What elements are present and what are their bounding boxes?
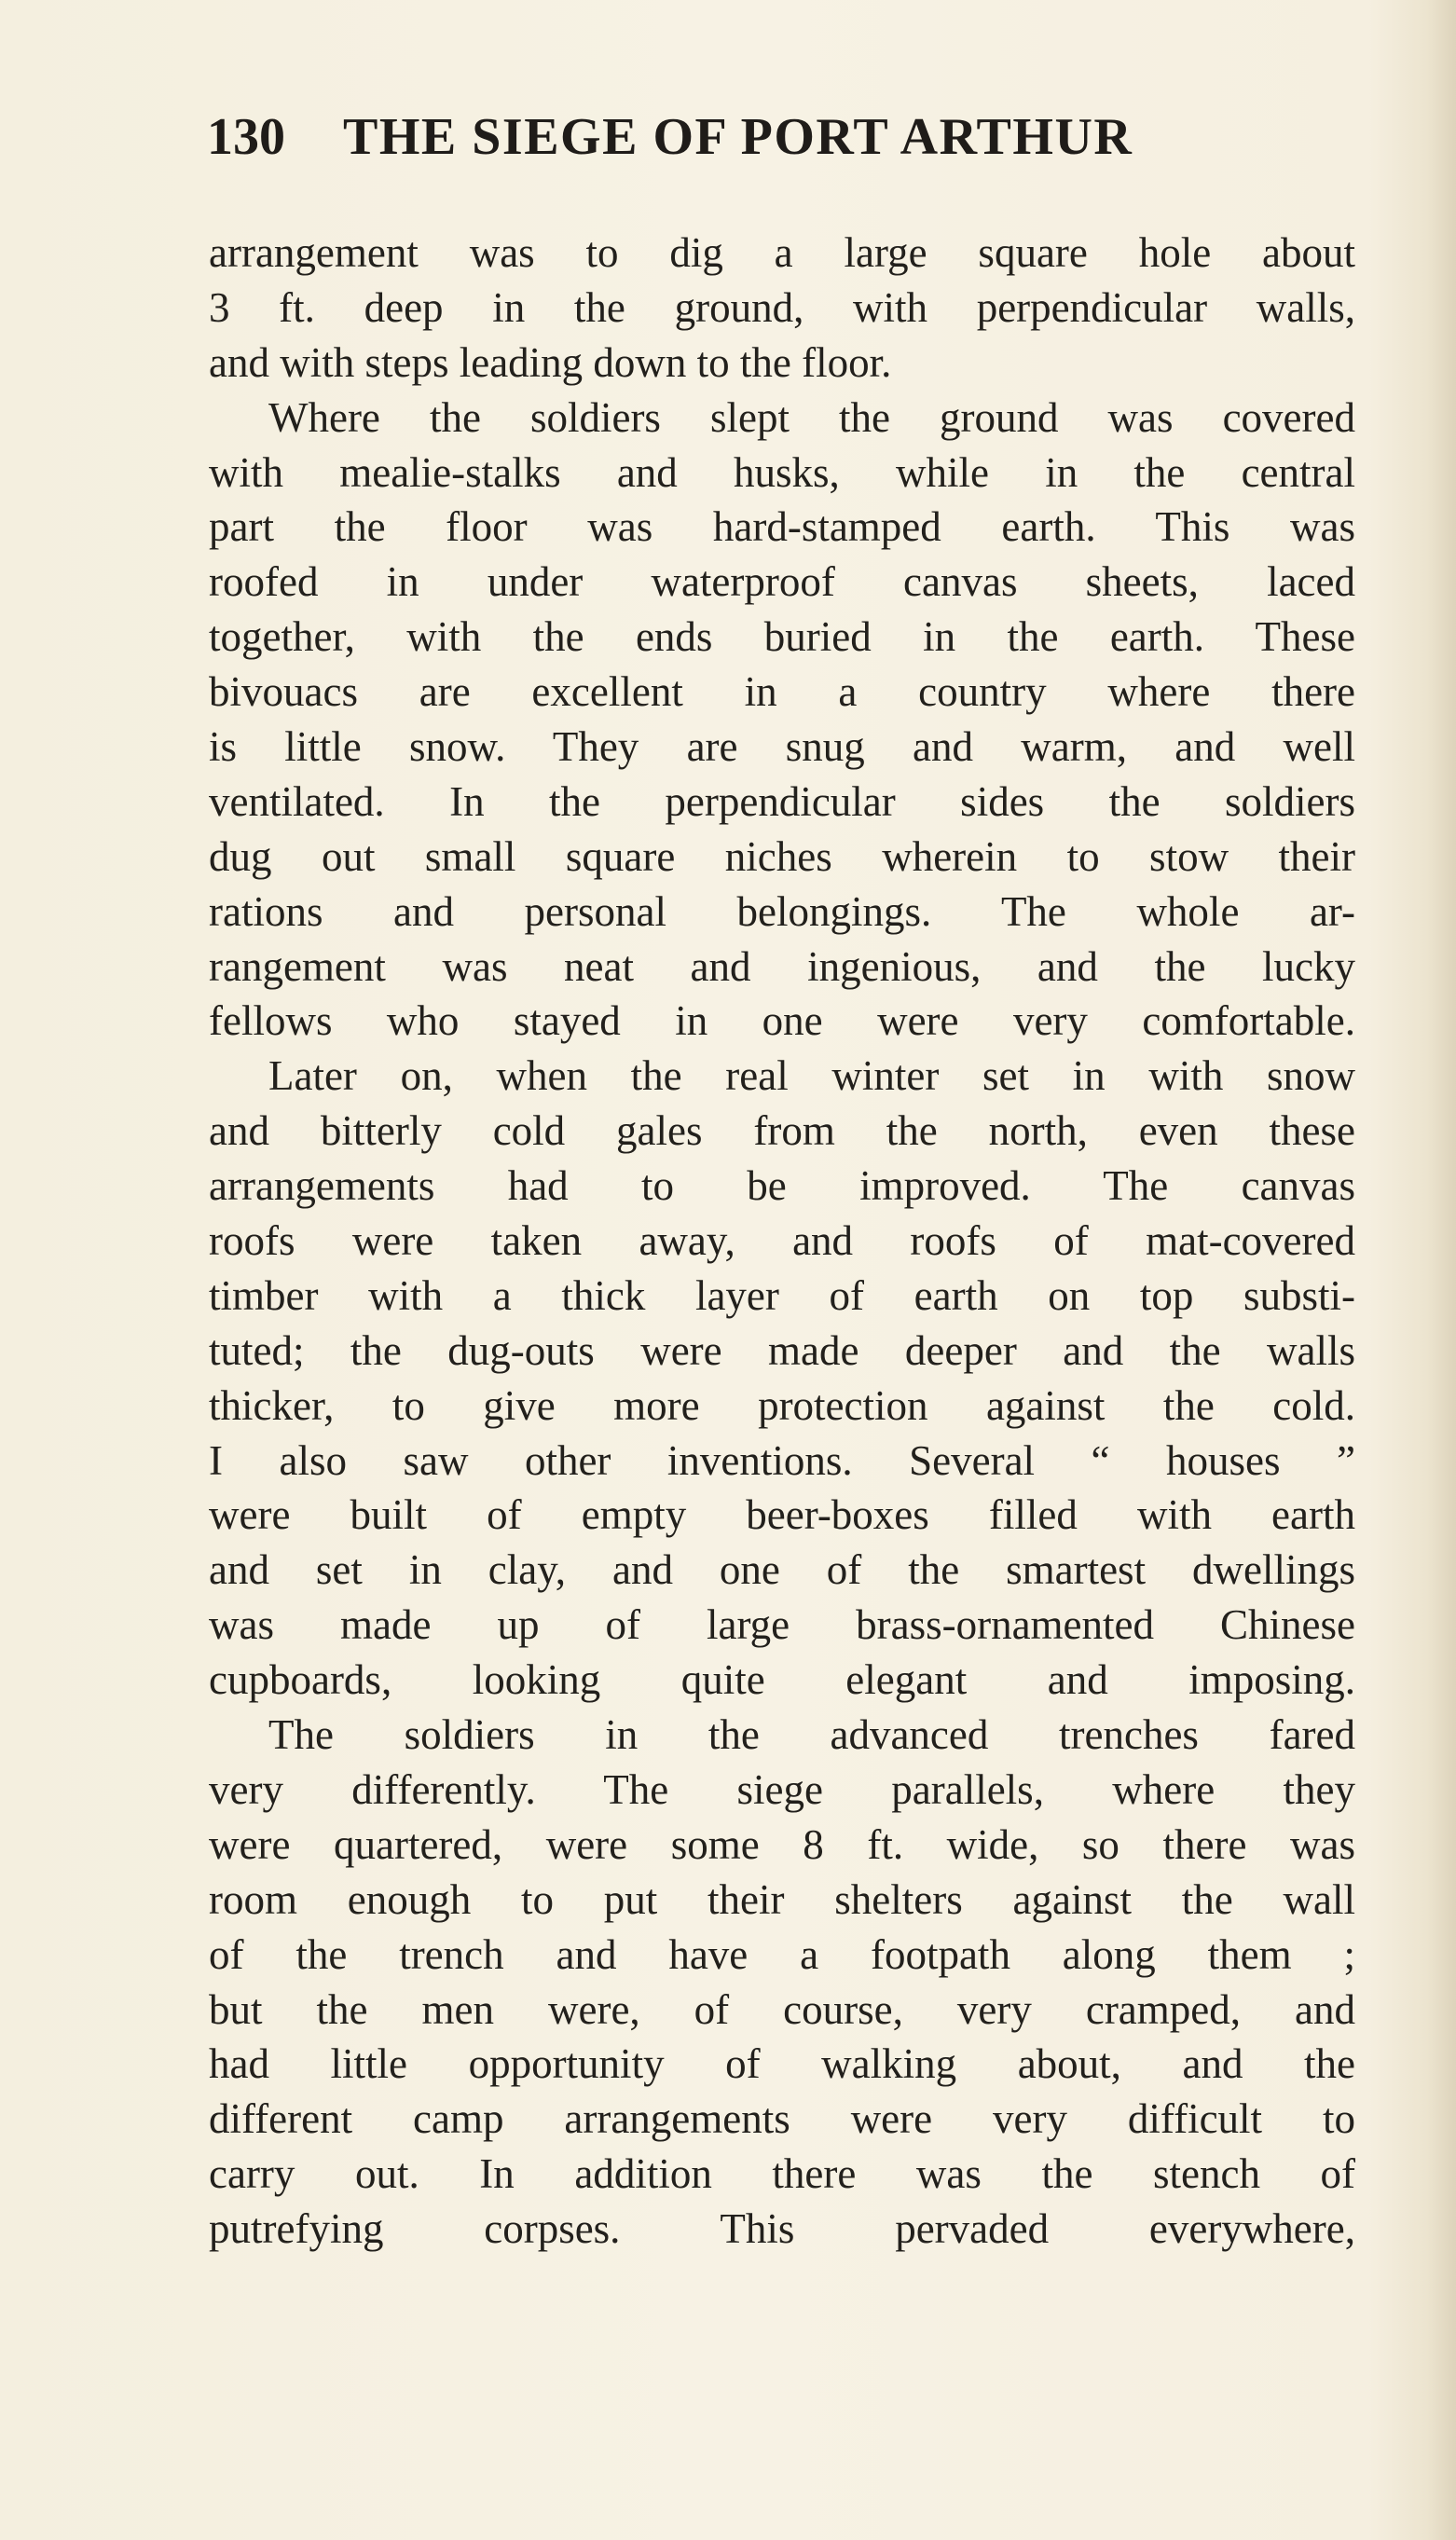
text-line: tuted; the dug-outs were made deeper and the walls [209, 1326, 1355, 1374]
text-line: timber with a thick layer of earth on top substi- [209, 1271, 1355, 1319]
text-line: fellows who stayed in one were very comfortable. [209, 997, 1355, 1045]
text-line: bivouacs are excellent in a country where there [209, 668, 1355, 716]
text-line: part the floor was hard-stamped earth. This was [209, 503, 1355, 551]
text-line: arrangement was to dig a large square hole about [209, 229, 1355, 276]
text-line: very differently. The siege parallels, where they [209, 1765, 1355, 1813]
text-line: but the men were, of course, very cramped, and [209, 1985, 1355, 2033]
text-line: of the trench and have a footpath along them ; [209, 1930, 1355, 1978]
text-line: rangement was neat and ingenious, and the lucky [209, 942, 1355, 990]
text-line: thicker, to give more protection against the cold. [209, 1381, 1355, 1429]
text-line: roofed in under waterproof canvas sheets, laced [209, 558, 1355, 606]
text-line: carry out. In addition there was the stench of [209, 2150, 1355, 2198]
text-line: cupboards, looking quite elegant and imposing. [209, 1656, 1355, 1704]
text-line: room enough to put their shelters against the wall [209, 1875, 1355, 1923]
text-line: and bitterly cold gales from the north, even these [209, 1107, 1355, 1155]
page-header [207, 104, 1340, 170]
text-line: I also saw other inventions. Several “ houses ” [209, 1436, 1355, 1484]
text-line: and with steps leading down to the floor. [209, 338, 892, 386]
body-text [209, 226, 1355, 2257]
text-line: dug out small square niches wherein to stow their [209, 832, 1355, 880]
text-line: putrefying corpses. This pervaded everywhere, [209, 2205, 1355, 2253]
text-line: had little opportunity of walking about, and the [209, 2040, 1355, 2088]
text-line: and set in clay, and one of the smartest dwellings [209, 1546, 1355, 1594]
text-line: 3 ft. deep in the ground, with perpendicular walls, [209, 283, 1355, 331]
paragraph-first-line: The soldiers in the advanced trenches fared [268, 1711, 1355, 1759]
running-title: THE SIEGE OF PORT ARTHUR [343, 108, 1133, 166]
text-line: is little snow. They are snug and warm, and well [209, 723, 1355, 771]
text-line: ventilated. In the perpendicular sides the soldiers [209, 777, 1355, 825]
page-number: 130 [207, 108, 285, 166]
text-line: arrangements had to be improved. The canvas [209, 1162, 1355, 1210]
text-line: together, with the ends buried in the earth. These [209, 613, 1355, 661]
paragraph-first-line: Where the soldiers slept the ground was covered [268, 393, 1355, 441]
text-line: were built of empty beer-boxes filled with earth [209, 1491, 1355, 1539]
text-line: were quartered, were some 8 ft. wide, so there was [209, 1820, 1355, 1868]
paragraph-first-line: Later on, when the real winter set in with snow [268, 1052, 1355, 1100]
text-line: rations and personal belongings. The whole ar- [209, 887, 1355, 935]
text-line: roofs were taken away, and roofs of mat-covered [209, 1217, 1355, 1265]
text-line: different camp arrangements were very difficult to [209, 2095, 1355, 2143]
text-line: was made up of large brass-ornamented Chinese [209, 1601, 1355, 1649]
text-line: with mealie-stalks and husks, while in the central [209, 448, 1355, 496]
